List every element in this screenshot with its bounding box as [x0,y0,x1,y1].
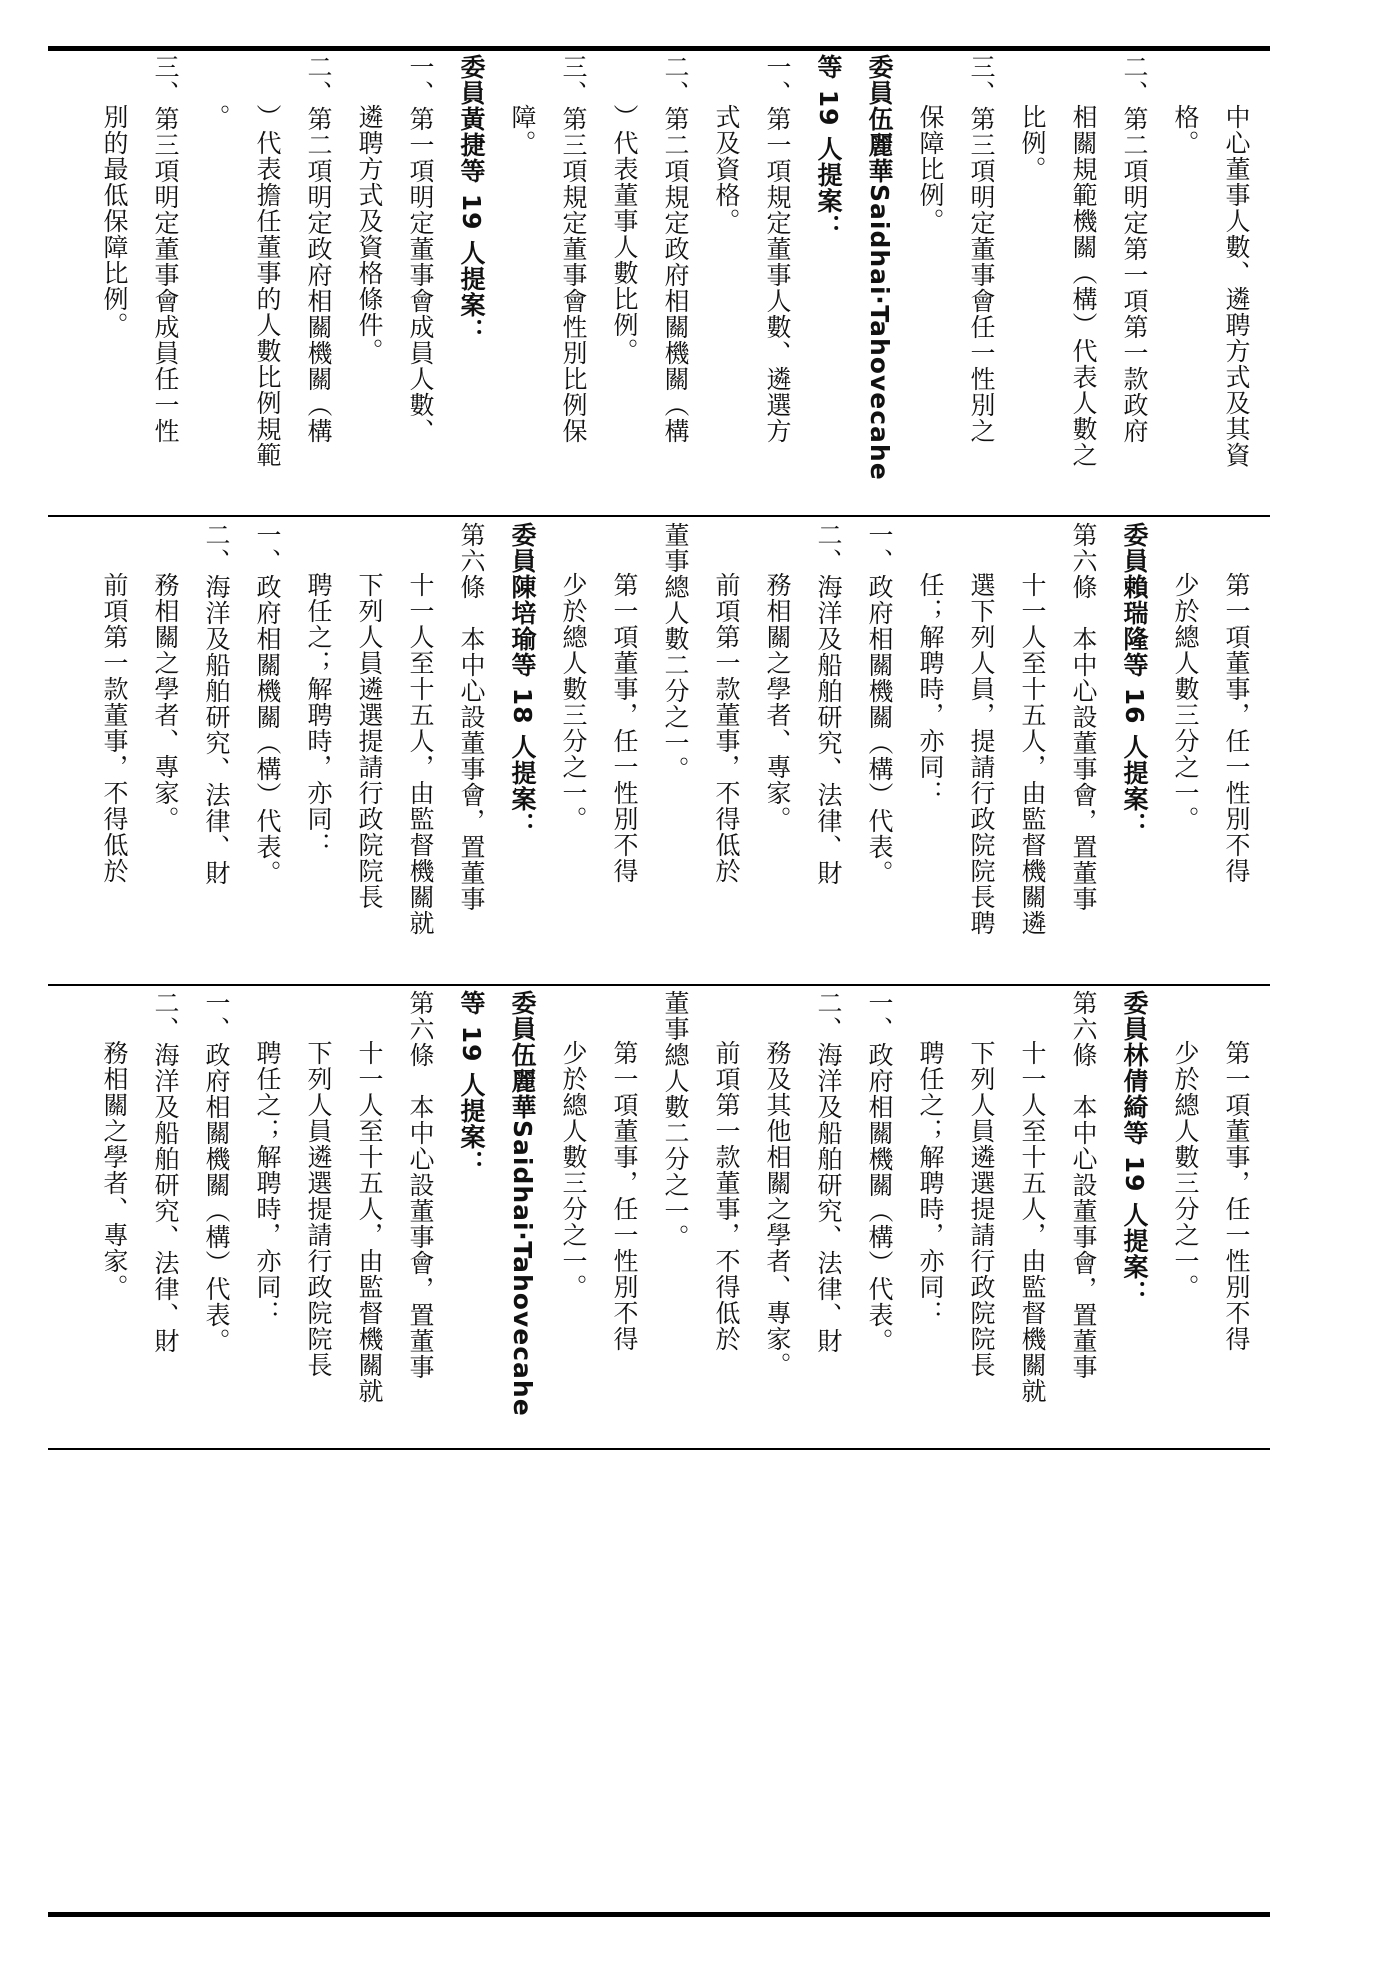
text-line: 聘任之；解聘時，亦同： [253,1040,282,1326]
text-line: 三、第三項規定董事會性別比例保 [559,54,588,444]
text-line: 。 [202,104,231,130]
proposal-heading: 委員林倩綺等 19 人提案： [1120,990,1149,1307]
text-line: 前項第一款董事，不得低於 [712,1040,741,1352]
text-line: 二、海洋及船舶研究、法律、財 [814,522,843,886]
text-line: 二、第二項明定第一項第一款政府 [1120,54,1149,444]
text-line: 十一人至十五人，由監督機關遴 [1018,572,1047,936]
text-line: 第六條 本中心設董事會，置董事 [457,522,486,912]
text-line: 一、政府相關機關（構）代表。 [253,522,282,886]
text-line: 董事總人數二分之一。 [661,990,690,1250]
proposal-heading: 等 19 人提案： [457,990,486,1177]
panel-middle-text [89,522,1270,980]
text-line: 第六條 本中心設董事會，置董事 [406,990,435,1380]
panel-middle-proposals [50,522,1270,980]
text-line: 第一項董事，任一性別不得 [1222,1040,1251,1352]
text-line: 前項第一款董事，不得低於 [100,572,129,884]
text-line: ）代表董事人數比例。 [610,104,639,364]
text-line: 前項第一款董事，不得低於 [712,572,741,884]
text-line: 務相關之學者、專家。 [763,572,792,832]
proposal-heading: 委員伍麗華Saidhai‧Tahovecahe [508,990,537,1417]
text-line: 格。 [1171,104,1200,156]
text-line: 障。 [508,104,537,156]
row-divider-2 [48,984,1270,986]
panel-bottom-proposals [50,990,1270,1446]
text-line: 十一人至十五人，由監督機關就 [406,572,435,936]
text-line: 二、第二項明定政府相關機關（構 [304,54,333,444]
text-line: 第一項董事，任一性別不得 [1222,572,1251,884]
text-line: 相關規範機關（構）代表人數之 [1069,104,1098,468]
text-line: 第一項董事，任一性別不得 [610,1040,639,1352]
text-line: 三、第三項明定董事會成員任一性 [151,54,180,444]
text-line: 務及其他相關之學者、專家。 [763,1040,792,1378]
text-line: 別的最低保障比例。 [100,104,129,338]
text-line: 董事總人數二分之一。 [661,522,690,782]
text-line: 二、海洋及船舶研究、法律、財 [814,990,843,1354]
text-line: 下列人員遴選提請行政院院長 [967,1040,996,1378]
text-line: 三、第三項明定董事會任一性別之 [967,54,996,444]
proposal-heading: 委員伍麗華Saidhai‧Tahovecahe [865,54,894,481]
text-line: 任；解聘時，亦同： [916,572,945,806]
text-line: 一、第一項規定董事人數、遴選方 [763,54,792,444]
proposal-heading: 委員陳培瑜等 18 人提案： [508,522,537,839]
text-line: 務相關之學者、專家。 [100,1040,129,1300]
text-line: 遴聘方式及資格條件。 [355,104,384,364]
page-bottom-rule [48,1912,1270,1917]
text-line: 少於總人數三分之一。 [1171,572,1200,832]
text-line: 聘任之；解聘時，亦同： [304,572,333,858]
text-line: 十一人至十五人，由監督機關就 [1018,1040,1047,1404]
text-line: 務相關之學者、專家。 [151,572,180,832]
text-line: 二、海洋及船舶研究、法律、財 [151,990,180,1354]
panel-top-explanation [50,54,1270,512]
row-divider-1 [48,515,1270,517]
proposal-heading: 等 19 人提案： [814,54,843,241]
text-line: 第六條 本中心設董事會，置董事 [1069,990,1098,1380]
text-line: 保障比例。 [916,104,945,234]
text-line: 一、政府相關機關（構）代表。 [865,990,894,1354]
text-line: 式及資格。 [712,104,741,234]
proposal-heading: 委員黃捷等 19 人提案： [457,54,486,345]
text-line: 聘任之；解聘時，亦同： [916,1040,945,1326]
top-border-rule [48,46,1270,51]
text-line: 比例。 [1018,104,1047,182]
text-line: 一、第一項明定董事會成員人數、 [406,54,435,444]
text-line: 一、政府相關機關（構）代表。 [202,990,231,1354]
panel-top-text [89,54,1270,512]
text-line: ）代表擔任董事的人數比例規範 [253,104,282,468]
proposal-heading: 委員賴瑞隆等 16 人提案： [1120,522,1149,839]
text-line: 中心董事人數、遴聘方式及其資 [1222,104,1251,468]
table-bottom-rule [48,1448,1270,1450]
text-line: 一、政府相關機關（構）代表。 [865,522,894,886]
panel-bottom-text [89,990,1270,1446]
text-line: 下列人員遴選提請行政院院長 [304,1040,333,1378]
text-line: 少於總人數三分之一。 [1171,1040,1200,1300]
text-line: 十一人至十五人，由監督機關就 [355,1040,384,1404]
text-line: 二、海洋及船舶研究、法律、財 [202,522,231,886]
text-line: 選下列人員，提請行政院院長聘 [967,572,996,936]
text-line: 第六條 本中心設董事會，置董事 [1069,522,1098,912]
text-line: 第一項董事，任一性別不得 [610,572,639,884]
text-line: 少於總人數三分之一。 [559,572,588,832]
text-line: 少於總人數三分之一。 [559,1040,588,1300]
text-line: 下列人員遴選提請行政院院長 [355,572,384,910]
text-line: 二、第二項規定政府相關機關（構 [661,54,690,444]
